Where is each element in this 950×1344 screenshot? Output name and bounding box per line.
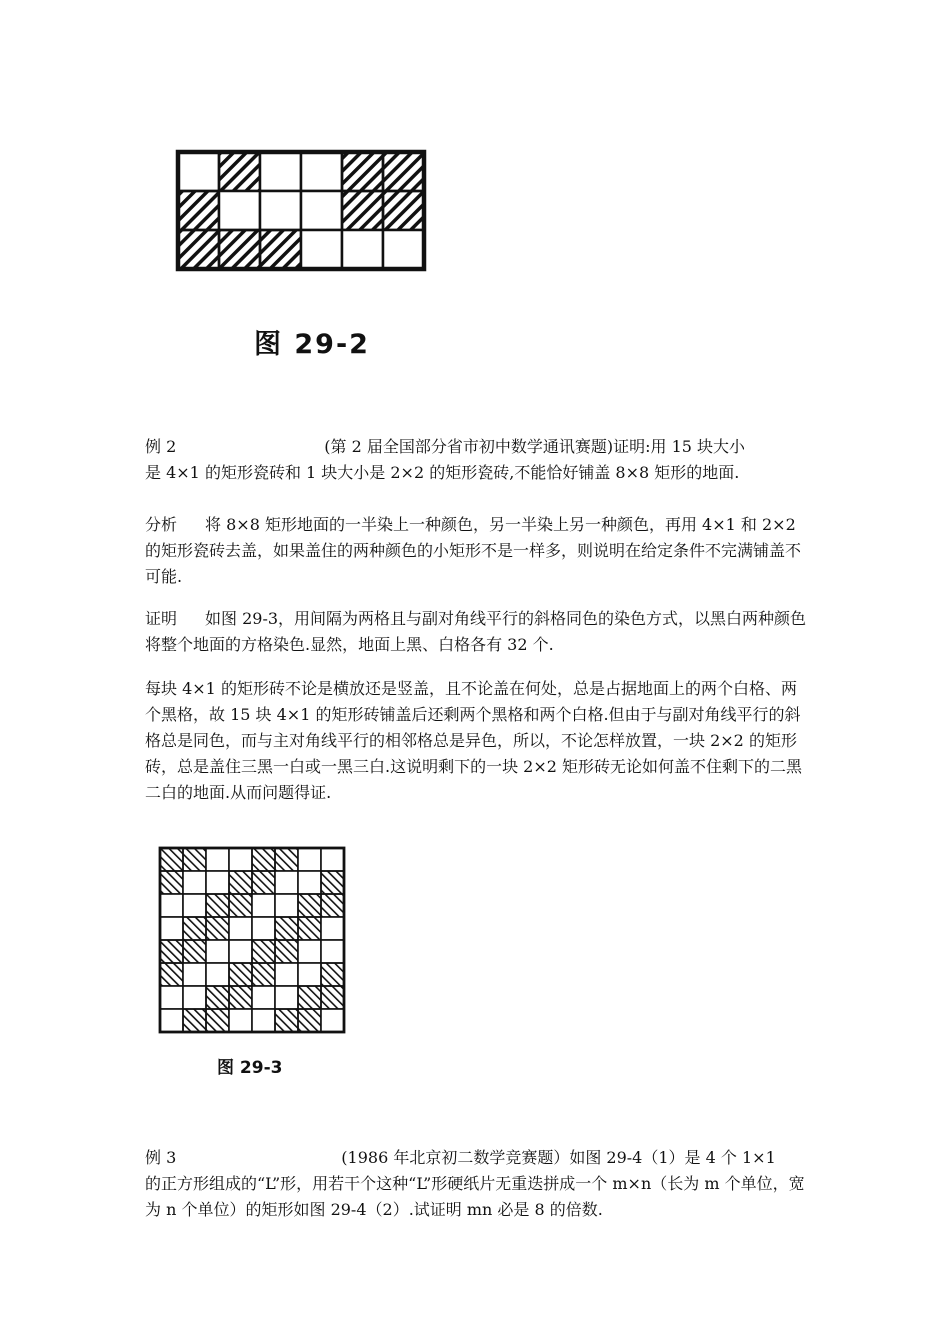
hatched-cell bbox=[252, 848, 275, 871]
white-cell bbox=[219, 191, 260, 230]
white-cell bbox=[229, 1009, 252, 1032]
white-cell bbox=[206, 940, 229, 963]
hatched-cell bbox=[383, 191, 424, 230]
white-cell bbox=[229, 940, 252, 963]
hatched-cell bbox=[206, 917, 229, 940]
white-cell bbox=[260, 191, 301, 230]
hatched-cell bbox=[321, 986, 344, 1009]
hatched-cell bbox=[229, 986, 252, 1009]
analysis-text: 将 8×8 矩形地面的一半染上一种颜色，另一半染上另一种颜色，再用 4×1 和 2×2 的矩形瓷砖去盖，如果盖住的两种颜色的小矩形不是一样多，则说明在给定条件不完满铺盖不可能. bbox=[145, 515, 802, 586]
hatched-cell bbox=[275, 940, 298, 963]
white-cell bbox=[206, 848, 229, 871]
white-cell bbox=[275, 986, 298, 1009]
hatched-cell bbox=[178, 191, 219, 230]
hatched-cell bbox=[260, 230, 301, 269]
hatched-cell bbox=[229, 963, 252, 986]
white-cell bbox=[160, 1009, 183, 1032]
white-cell bbox=[260, 152, 301, 191]
white-cell bbox=[252, 986, 275, 1009]
hatched-cell bbox=[183, 917, 206, 940]
white-cell bbox=[301, 230, 342, 269]
hatched-cell bbox=[298, 917, 321, 940]
white-cell bbox=[275, 871, 298, 894]
hatched-cell bbox=[321, 871, 344, 894]
hatched-cell bbox=[206, 1009, 229, 1032]
proof-label: 证明 bbox=[145, 609, 178, 628]
hatched-cell bbox=[206, 894, 229, 917]
white-cell bbox=[342, 230, 383, 269]
white-cell bbox=[275, 894, 298, 917]
hatched-cell bbox=[275, 1009, 298, 1032]
white-cell bbox=[298, 940, 321, 963]
hatched-cell bbox=[183, 940, 206, 963]
analysis-label: 分析 bbox=[145, 515, 178, 534]
white-cell bbox=[301, 152, 342, 191]
hatched-cell bbox=[160, 963, 183, 986]
body-paragraph: 每块 4×1 的矩形砖不论是横放还是竖盖，且不论盖在何处，总是占据地面上的两个白格、两个黑格，故 15 块 4×1 的矩形砖铺盖后还剩两个黑格和两个白格.但由于与副对角线平行的斜格总是同色，而与主对角线平行的相邻格总是异色，所以，不论怎样放置，一块 2×2 的矩形砖，总是盖住三黑一白或一黑三白.这说明剩下的一块 2×2 矩形砖无论如何盖不住剩下的二黑二白的地面.从而问题得证. bbox=[145, 679, 803, 802]
white-cell bbox=[183, 986, 206, 1009]
white-cell bbox=[229, 917, 252, 940]
hatched-cell bbox=[183, 1009, 206, 1032]
hatched-cell bbox=[206, 986, 229, 1009]
analysis-paragraph bbox=[145, 512, 810, 590]
white-cell bbox=[298, 848, 321, 871]
example-3-body: 的正方形组成的“L”形，用若干个这种“L”形硬纸片无重迭拼成一个 m×n（长为 m 个单位，宽为 n 个单位）的矩形如图 29-4（2）.试证明 mn 必是 8 的倍数. bbox=[145, 1174, 805, 1219]
white-cell bbox=[183, 894, 206, 917]
hatched-cell bbox=[298, 894, 321, 917]
white-cell bbox=[321, 1009, 344, 1032]
hatched-cell bbox=[160, 940, 183, 963]
white-cell bbox=[160, 986, 183, 1009]
hatched-cell bbox=[252, 963, 275, 986]
white-cell bbox=[183, 963, 206, 986]
white-cell bbox=[298, 871, 321, 894]
figure-29-2-caption: 图 29-2 bbox=[254, 329, 370, 360]
white-cell bbox=[206, 963, 229, 986]
hatched-cell bbox=[252, 940, 275, 963]
white-cell bbox=[160, 894, 183, 917]
example-2-source: (第 2 届全国部分省市初中数学通讯赛题)证明:用 15 块大小 bbox=[324, 437, 746, 456]
figure-29-3 bbox=[156, 845, 348, 1035]
hatched-cell bbox=[219, 152, 260, 191]
proof-paragraph bbox=[145, 606, 810, 658]
hatched-cell bbox=[383, 152, 424, 191]
hatched-cell bbox=[275, 917, 298, 940]
example-3-label: 例 3 bbox=[145, 1148, 177, 1167]
figure-29-3-caption: 图 29-3 bbox=[217, 1058, 283, 1078]
white-cell bbox=[383, 230, 424, 269]
hatched-cell bbox=[229, 871, 252, 894]
proof-text: 如图 29-3，用间隔为两格且与副对角线平行的斜格同色的染色方式，以黑白两种颜色将整个地面的方格染色.显然，地面上黑、白格各有 32 个. bbox=[145, 609, 807, 654]
hatched-cell bbox=[342, 152, 383, 191]
white-cell bbox=[252, 894, 275, 917]
hatched-cell bbox=[178, 230, 219, 269]
hatched-cell bbox=[183, 848, 206, 871]
hatched-cell bbox=[229, 894, 252, 917]
hatched-cell bbox=[298, 986, 321, 1009]
hatched-cell bbox=[160, 848, 183, 871]
example-2-label: 例 2 bbox=[145, 437, 177, 456]
hatched-cell bbox=[321, 894, 344, 917]
hatched-cell bbox=[252, 871, 275, 894]
white-cell bbox=[252, 1009, 275, 1032]
hatched-cell bbox=[342, 191, 383, 230]
white-cell bbox=[252, 917, 275, 940]
white-cell bbox=[160, 917, 183, 940]
hatched-cell bbox=[219, 230, 260, 269]
white-cell bbox=[321, 917, 344, 940]
white-cell bbox=[178, 152, 219, 191]
white-cell bbox=[206, 871, 229, 894]
hatched-cell bbox=[160, 871, 183, 894]
example-3-line1 bbox=[145, 1145, 810, 1171]
figure-29-2 bbox=[172, 148, 428, 274]
white-cell bbox=[183, 871, 206, 894]
white-cell bbox=[298, 963, 321, 986]
white-cell bbox=[229, 848, 252, 871]
hatched-cell bbox=[275, 848, 298, 871]
white-cell bbox=[321, 848, 344, 871]
white-cell bbox=[275, 963, 298, 986]
example-2-line1 bbox=[145, 434, 810, 460]
hatched-cell bbox=[321, 963, 344, 986]
white-cell bbox=[301, 191, 342, 230]
white-cell bbox=[321, 940, 344, 963]
example-2-line2: 是 4×1 的矩形瓷砖和 1 块大小是 2×2 的矩形瓷砖,不能恰好铺盖 8×8 矩形的地面. bbox=[145, 463, 740, 482]
hatched-cell bbox=[298, 1009, 321, 1032]
example-3-source: (1986 年北京初二数学竞赛题）如图 29-4（1）是 4 个 1×1 bbox=[341, 1148, 776, 1167]
